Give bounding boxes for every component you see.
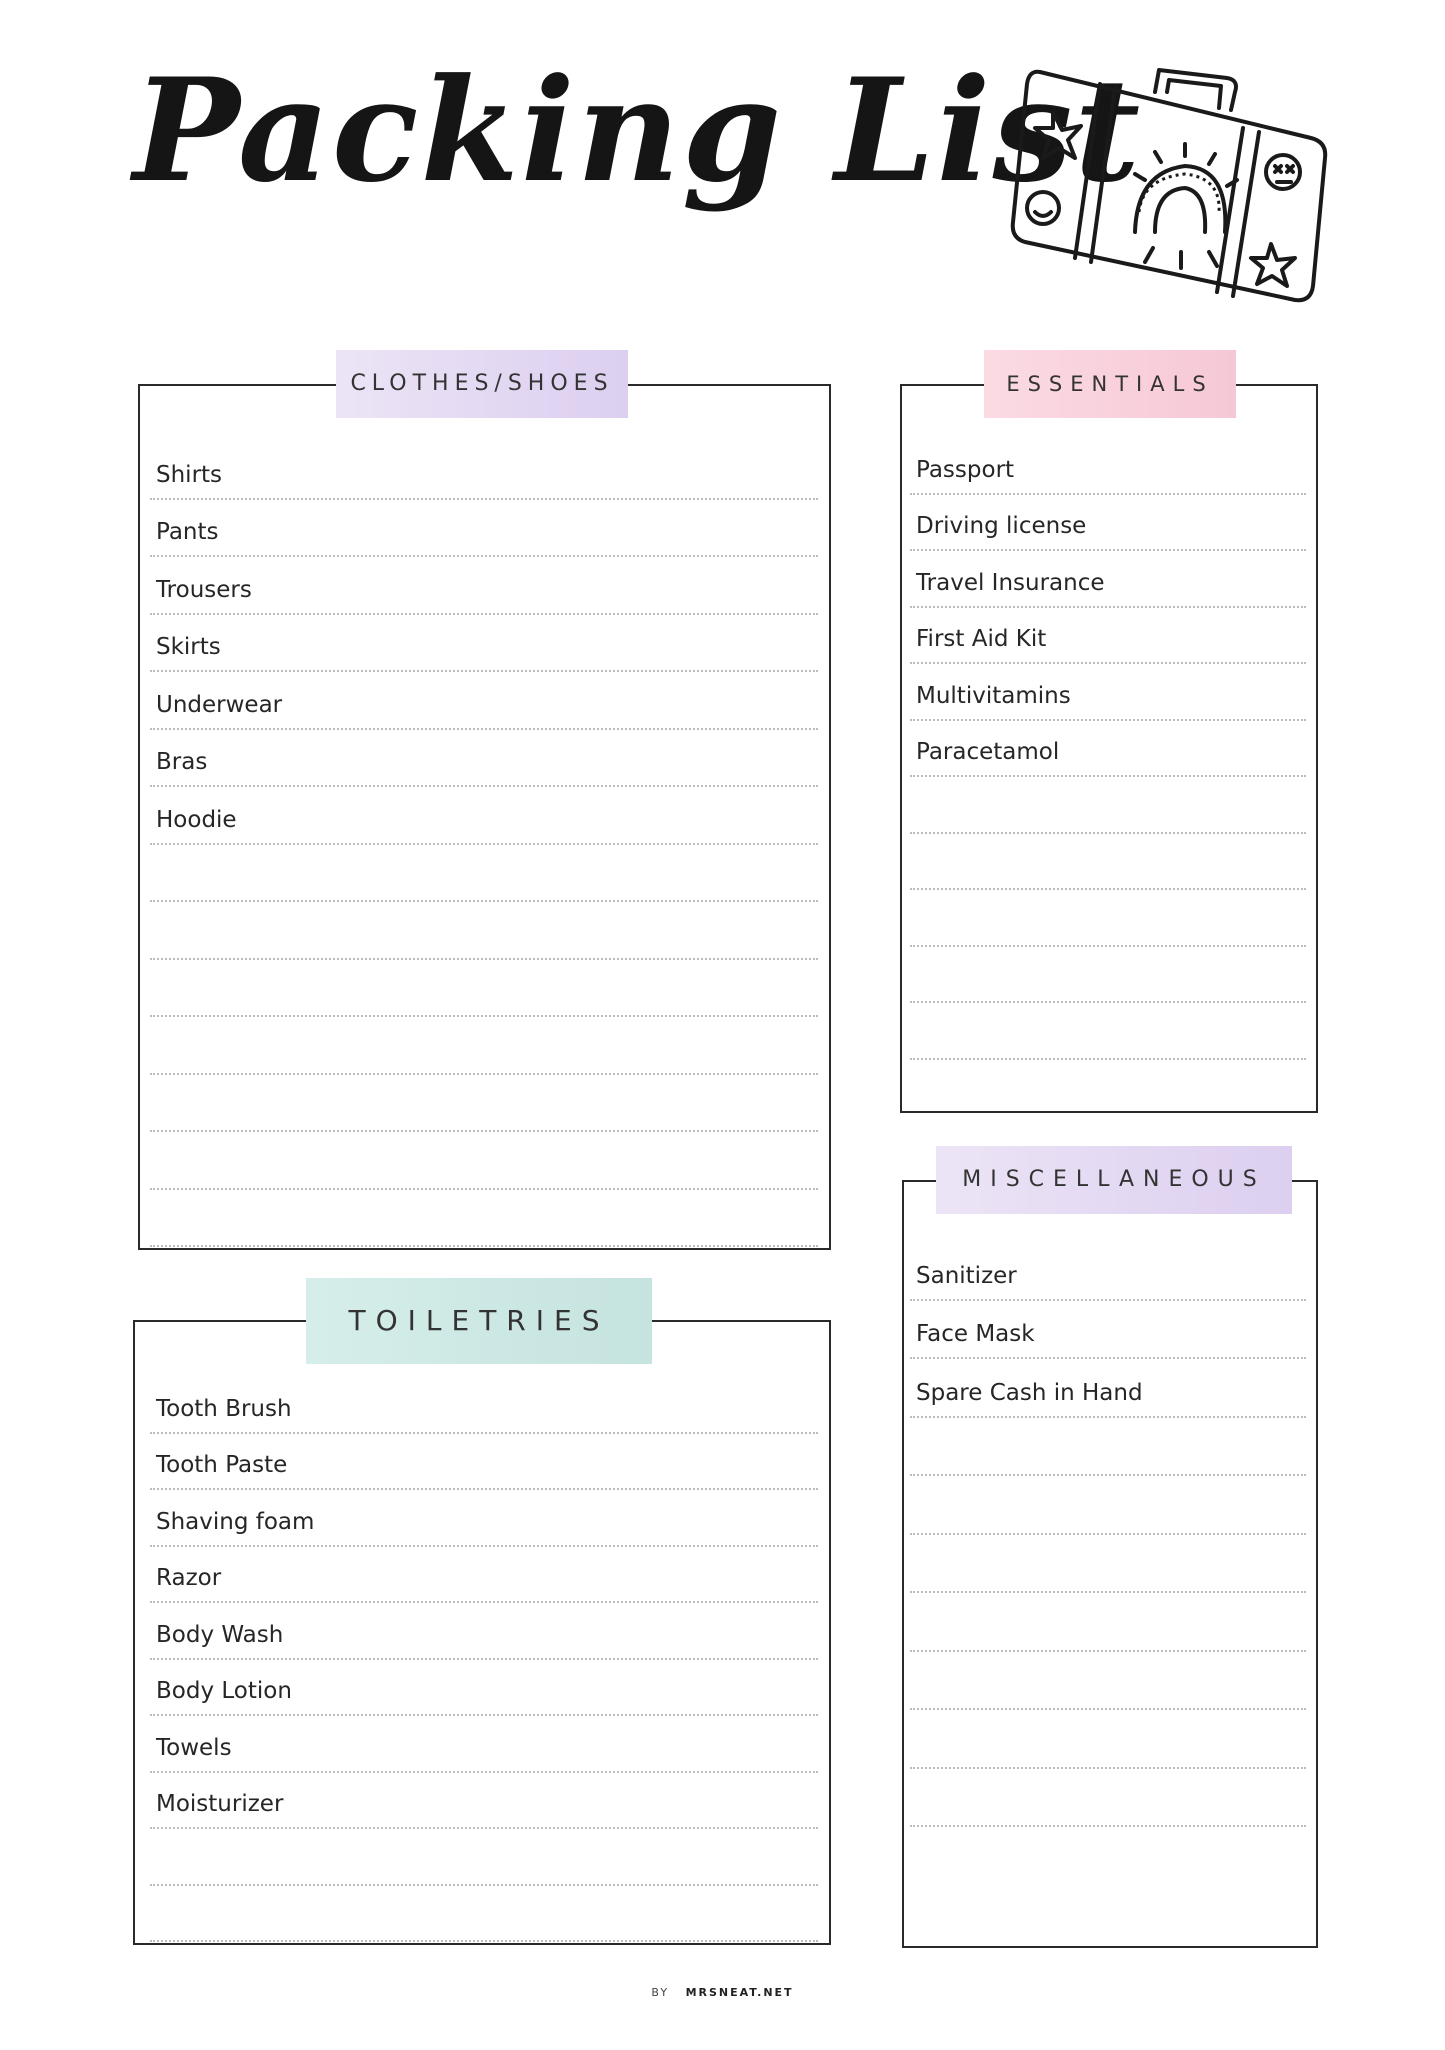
list-item[interactable]: [150, 442, 818, 500]
list-item[interactable]: [150, 1075, 818, 1133]
list-item[interactable]: [910, 664, 1306, 721]
list-item[interactable]: [150, 960, 818, 1018]
list-item-label: Shirts: [156, 461, 223, 488]
list-item[interactable]: [150, 1132, 818, 1190]
list-item[interactable]: [910, 1359, 1306, 1418]
list-item-label: Tooth Brush: [156, 1395, 292, 1422]
list-item-label: Trousers: [156, 576, 252, 603]
list-item[interactable]: [910, 1242, 1306, 1301]
list-item[interactable]: [910, 1301, 1306, 1360]
list-item[interactable]: [150, 787, 818, 845]
list-item[interactable]: [910, 1710, 1306, 1769]
list-item-label: Towels: [156, 1734, 232, 1761]
clothes-shoes-label: CLOTHES/SHOES: [336, 350, 628, 418]
list-item[interactable]: [910, 947, 1306, 1004]
list-item[interactable]: [910, 608, 1306, 665]
list-item-label: Multivitamins: [916, 682, 1071, 709]
list-item-label: Pants: [156, 519, 219, 545]
list-item[interactable]: [150, 1547, 818, 1604]
footer-site: MRSNEAT.NET: [685, 1986, 794, 1999]
list-item[interactable]: [910, 1769, 1306, 1828]
list-item-label: Driving license: [916, 513, 1087, 539]
list-item[interactable]: [910, 1003, 1306, 1060]
list-item-label: Moisturizer: [156, 1791, 284, 1817]
list-item[interactable]: [150, 1017, 818, 1075]
list-item[interactable]: [910, 890, 1306, 947]
list-item-label: Paracetamol: [916, 739, 1060, 765]
list-item-label: Body Wash: [156, 1621, 284, 1648]
footer: [0, 1986, 1445, 1999]
list-item[interactable]: [150, 1773, 818, 1830]
list-item-label: Underwear: [156, 691, 283, 718]
list-item[interactable]: [150, 902, 818, 960]
list-item[interactable]: [150, 500, 818, 558]
footer-by: BY: [651, 1986, 670, 1999]
list-item[interactable]: [150, 1886, 818, 1943]
essentials-list: [910, 438, 1306, 1058]
list-item[interactable]: [910, 1476, 1306, 1535]
list-item-label: Face Mask: [916, 1321, 1035, 1347]
list-item-label: Skirts: [156, 634, 221, 660]
list-item-label: Passport: [916, 456, 1015, 483]
list-item[interactable]: [150, 557, 818, 615]
list-item[interactable]: [910, 1652, 1306, 1711]
list-item[interactable]: [150, 1603, 818, 1660]
page-title: Packing List: [133, 48, 1143, 214]
clothes-shoes-list: [150, 442, 818, 1212]
list-item[interactable]: [150, 672, 818, 730]
list-item[interactable]: [910, 551, 1306, 608]
list-item[interactable]: [910, 1418, 1306, 1477]
list-item[interactable]: [150, 1377, 818, 1434]
list-item[interactable]: [150, 730, 818, 788]
list-item[interactable]: [910, 1535, 1306, 1594]
list-item[interactable]: [150, 1660, 818, 1717]
list-item[interactable]: [910, 1593, 1306, 1652]
list-item[interactable]: [910, 777, 1306, 834]
suitcase-icon: [1005, 62, 1335, 322]
list-item[interactable]: [910, 495, 1306, 552]
list-item-label: Hoodie: [156, 806, 237, 833]
list-item[interactable]: [910, 438, 1306, 495]
miscellaneous-label: MISCELLANEOUS: [936, 1146, 1292, 1214]
essentials-label: ESSENTIALS: [984, 350, 1236, 418]
list-item[interactable]: [150, 845, 818, 903]
list-item[interactable]: [150, 1434, 818, 1491]
list-item[interactable]: [150, 1829, 818, 1886]
miscellaneous-list: [910, 1242, 1306, 1892]
list-item-label: Razor: [156, 1565, 222, 1591]
toiletries-list: [150, 1377, 818, 1897]
list-item[interactable]: [150, 1490, 818, 1547]
list-item-label: Spare Cash in Hand: [916, 1379, 1143, 1406]
toiletries-label: TOILETRIES: [306, 1278, 652, 1364]
list-item-label: First Aid Kit: [916, 626, 1047, 652]
list-item[interactable]: [150, 1190, 818, 1248]
list-item-label: Body Lotion: [156, 1678, 292, 1704]
list-item-label: Tooth Paste: [156, 1452, 288, 1478]
list-item[interactable]: [910, 834, 1306, 891]
list-item[interactable]: [910, 721, 1306, 778]
list-item[interactable]: [150, 615, 818, 673]
list-item-label: Shaving foam: [156, 1508, 315, 1535]
list-item-label: Bras: [156, 749, 208, 775]
list-item-label: Sanitizer: [916, 1262, 1017, 1289]
list-item[interactable]: [150, 1716, 818, 1773]
list-item-label: Travel Insurance: [916, 569, 1105, 596]
